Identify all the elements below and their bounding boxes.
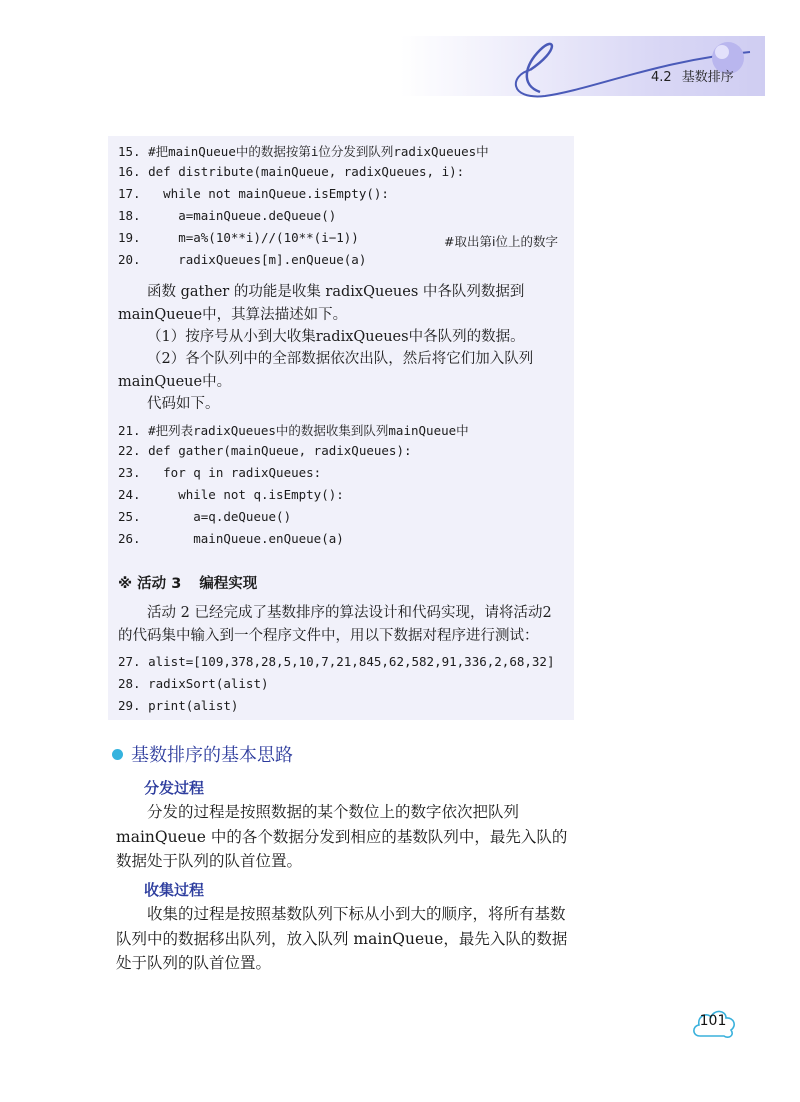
collect-text: 收集的过程是按照基数队列下标从小到大的顺序，将所有基数队列中的数据移出队列，放入队列 mainQueue，最先入队的数据处于队列的队首位置。 xyxy=(116,905,568,972)
code-line: 24. while not q.isEmpty(): xyxy=(118,487,344,502)
code-line: 28. radixSort(alist) xyxy=(118,676,269,691)
code-line: 26. mainQueue.enQueue(a) xyxy=(118,531,344,546)
code-line: 23. for q in radixQueues: xyxy=(118,465,322,480)
section-name: 基数排序 xyxy=(681,70,734,85)
code-line: 27. alist=[109,378,28,5,10,7,21,845,62,582,91,336,2,68,32] xyxy=(118,654,555,669)
section-number: 4.2 xyxy=(651,70,672,85)
code-line: 16. def distribute(mainQueue, radixQueues, i): xyxy=(118,164,465,179)
code-line: 20. radixQueues[m].enQueue(a) xyxy=(118,252,367,267)
code-comment: #取出第i位上的数字 xyxy=(444,234,558,249)
code-line: 25. a=q.deQueue() xyxy=(118,509,292,524)
code-line: 22. def gather(mainQueue, radixQueues): xyxy=(118,443,412,458)
section-title: 基数排序的基本思路 xyxy=(131,745,293,766)
code-line: 19. m=a%(10**i)//(10**(i−1)) xyxy=(118,230,359,245)
activity-text: 活动 2 已经完成了基数排序的算法设计和代码实现，请将活动2的代码集中输入到一个程序文件中，用以下数据对程序进行测试： xyxy=(118,605,552,644)
header-logo-icon xyxy=(500,30,760,100)
gather-step-2: （2）各个队列中的全部数据依次出队，然后将它们加入队列mainQueue中。 xyxy=(118,351,534,390)
gather-step-1: （1）按序号从小到大收集radixQueues中各队列的数据。 xyxy=(147,329,525,345)
code-line: 17. while not mainQueue.isEmpty(): xyxy=(118,186,389,201)
distribute-heading: 分发过程 xyxy=(144,779,205,797)
reference-mark-icon: ※ xyxy=(118,576,133,592)
header-section-title xyxy=(651,66,734,85)
activity-heading xyxy=(118,572,257,593)
code-line: 18. a=mainQueue.deQueue() xyxy=(118,208,337,223)
distribute-text: 分发的过程是按照数据的某个数位上的数字依次把队列 mainQueue 中的各个数据分发到相应的基数队列中，最先入队的数据处于队列的队首位置。 xyxy=(116,803,568,870)
collect-heading: 收集过程 xyxy=(144,881,205,899)
gather-outro: 代码如下。 xyxy=(147,396,220,412)
activity-label: 活动 3 xyxy=(137,576,182,592)
gather-intro: 函数 gather 的功能是收集 radixQueues 中各队列数据到mainQueue中，其算法描述如下。 xyxy=(118,284,525,323)
activity-title: 编程实现 xyxy=(199,576,258,592)
page-number: 101 xyxy=(699,1013,727,1029)
code-line: 21. #把列表radixQueues中的数据收集到队列mainQueue中 xyxy=(118,423,469,438)
bullet-dot-icon xyxy=(112,749,123,760)
code-line: 15. #把mainQueue中的数据按第i位分发到队列radixQueues中 xyxy=(118,144,489,159)
code-line: 29. print(alist) xyxy=(118,698,239,713)
